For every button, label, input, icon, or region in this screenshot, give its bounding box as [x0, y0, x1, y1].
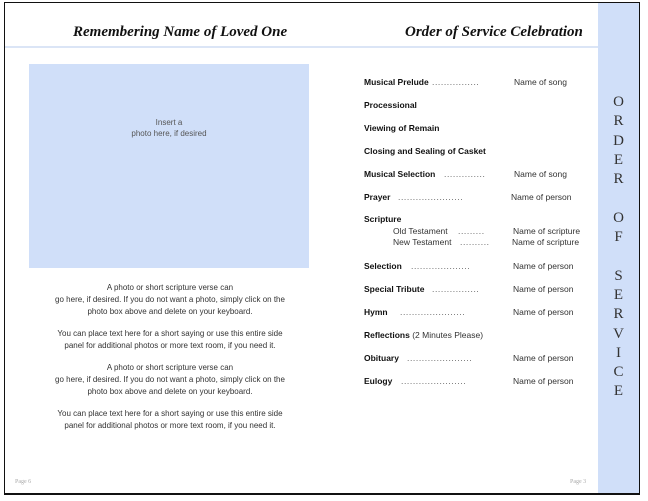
side-letter: R — [613, 171, 624, 188]
side-letter: E — [613, 151, 624, 168]
side-letter: R — [613, 306, 624, 323]
leader-dots: ......... — [458, 226, 485, 236]
leader-dots: ...................... — [401, 376, 467, 386]
text-line: A photo or short scripture verse can — [106, 283, 234, 292]
scripture-new-testament[interactable] — [364, 237, 584, 249]
item-label: Viewing of Remain — [364, 123, 440, 133]
service-item-special-tribute[interactable] — [364, 284, 584, 296]
item-label: Closing and Sealing of Casket — [364, 146, 486, 156]
left-page-number: Page 6 — [15, 479, 32, 485]
service-item-viewing[interactable] — [364, 123, 584, 135]
leader-dots: ................ — [432, 77, 480, 87]
side-letter: F — [614, 229, 623, 246]
text-line: You can place text here for a short saying or use this entire side — [57, 329, 283, 338]
text-line: go here, if desired. If you do not want a photo, simply click on the — [55, 295, 285, 304]
right-page-number: Page 3 — [570, 479, 587, 485]
item-label: Obituary — [364, 353, 399, 363]
item-value: Name of person — [513, 376, 574, 386]
item-label: Special Tribute — [364, 284, 425, 294]
photo-placeholder-text — [29, 117, 309, 139]
item-value: Name of person — [513, 284, 574, 294]
photo-placeholder-line: photo here, if desired — [131, 129, 207, 138]
leader-dots: ...................... — [398, 192, 464, 202]
item-label: Eulogy — [364, 376, 393, 386]
item-value: Name of scripture — [512, 237, 580, 247]
side-letter-gap — [598, 189, 639, 208]
service-item-musical-prelude[interactable] — [364, 77, 584, 89]
text-line: A photo or short scripture verse can — [106, 363, 234, 372]
left-paragraph-2[interactable] — [30, 328, 310, 352]
leader-dots: .................... — [411, 261, 471, 271]
service-item-selection[interactable] — [364, 261, 584, 273]
service-item-closing[interactable] — [364, 146, 584, 158]
header-divider — [5, 46, 598, 48]
service-item-obituary[interactable] — [364, 353, 584, 365]
text-line: You can place text here for a short saying or use this entire side — [57, 409, 283, 418]
item-label: Hymn — [364, 307, 388, 317]
service-item-musical-selection[interactable] — [364, 169, 584, 181]
service-item-reflections[interactable] — [364, 330, 584, 342]
item-label: Scripture — [364, 214, 402, 224]
side-letter-gap — [598, 247, 639, 266]
side-letter: S — [614, 267, 623, 284]
item-label: Musical Prelude — [364, 77, 429, 87]
item-label: Prayer — [364, 192, 391, 202]
text-line: panel for additional photos or more text room, if you need it. — [64, 341, 276, 350]
service-item-prayer[interactable] — [364, 192, 584, 204]
leader-dots: .............. — [444, 169, 486, 179]
left-paragraph-4[interactable] — [30, 408, 310, 432]
item-label: Processional — [364, 100, 417, 110]
photo-placeholder-line: Insert a — [155, 118, 183, 127]
side-letter: O — [613, 94, 624, 110]
item-note: (2 Minutes Please) — [412, 330, 484, 340]
text-line: panel for additional photos or more text room, if you need it. — [64, 421, 276, 430]
right-page-title: Order of Service Celebration — [405, 24, 583, 40]
side-panel-vertical-title — [598, 93, 639, 402]
item-value: Name of song — [514, 169, 567, 179]
left-paragraph-3[interactable] — [30, 362, 310, 398]
side-letter: V — [613, 325, 624, 342]
item-value: Name of person — [513, 353, 574, 363]
item-value: Name of person — [513, 261, 574, 271]
photo-placeholder-box[interactable] — [29, 64, 309, 268]
side-letter: E — [613, 286, 624, 303]
service-item-eulogy[interactable] — [364, 376, 584, 388]
side-letter: O — [613, 209, 624, 226]
leader-dots: ................ — [432, 284, 480, 294]
side-letter: E — [613, 383, 624, 400]
side-letter: I — [616, 344, 621, 361]
item-label: Musical Selection — [364, 169, 436, 179]
left-page-title: Remembering Name of Loved One — [73, 24, 288, 40]
item-value: Name of person — [513, 307, 574, 317]
text-line: photo box above and delete on your keyboard. — [87, 387, 253, 396]
leader-dots: ...................... — [400, 307, 466, 317]
text-line: go here, if desired. If you do not want a photo, simply click on the — [55, 375, 285, 384]
text-line: photo box above and delete on your keyboard. — [87, 307, 253, 316]
side-letter: R — [613, 113, 624, 130]
item-label: Selection — [364, 261, 402, 271]
service-item-scripture[interactable] — [364, 214, 584, 226]
left-paragraph-1[interactable] — [30, 282, 310, 318]
leader-dots: .......... — [460, 237, 490, 247]
side-letter: D — [613, 132, 624, 149]
service-item-hymn[interactable] — [364, 307, 584, 319]
item-value: Name of song — [514, 77, 567, 87]
service-item-processional[interactable] — [364, 100, 584, 112]
leader-dots: ...................... — [407, 353, 473, 363]
sub-label: Old Testament — [393, 226, 448, 236]
item-value: Name of scripture — [513, 226, 581, 236]
sub-label: New Testament — [393, 237, 452, 247]
side-letter: C — [613, 364, 624, 381]
item-value: Name of person — [511, 192, 572, 202]
item-label: Reflections — [364, 330, 410, 340]
